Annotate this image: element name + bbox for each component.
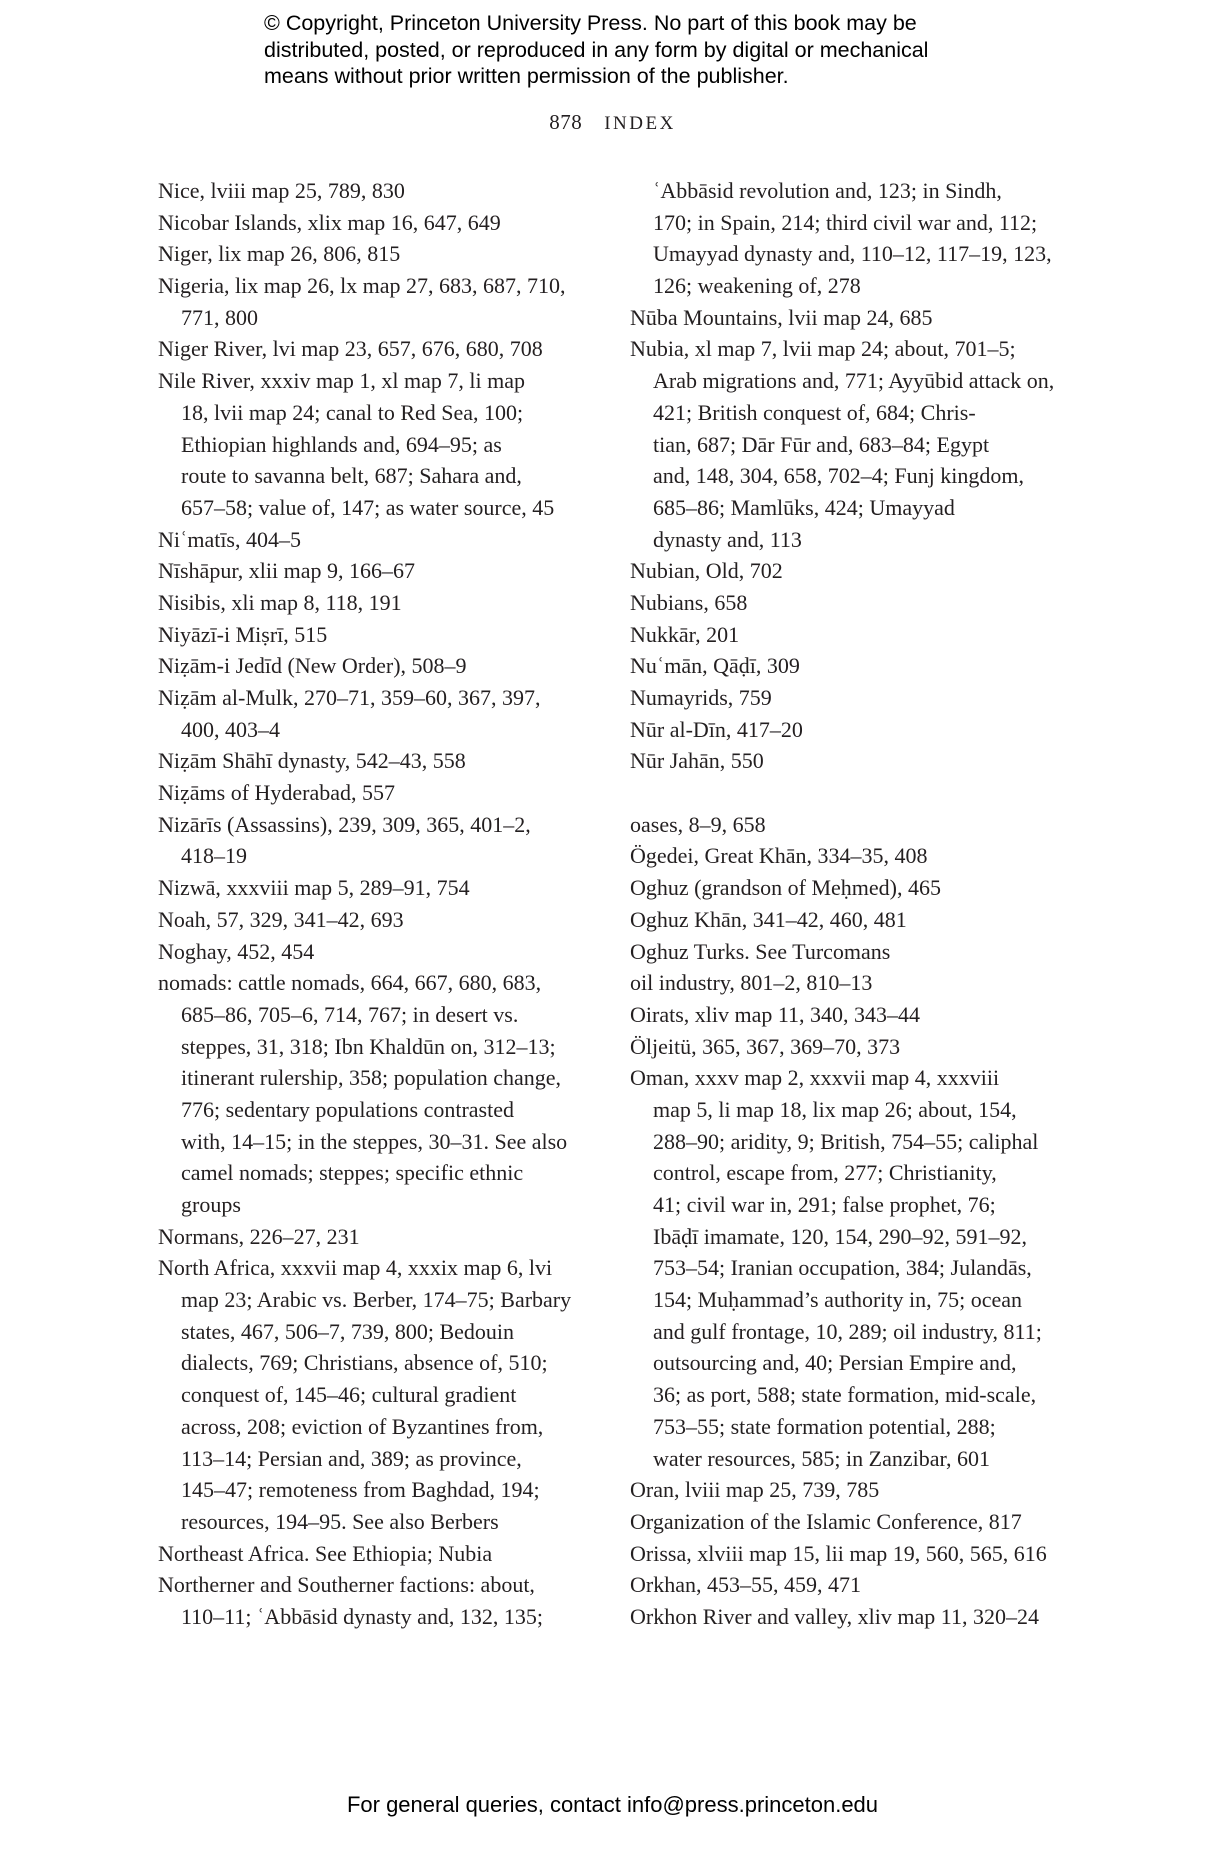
index-entry-continuation: 421; British conquest of, 684; Chris- (653, 399, 976, 425)
index-entry-continuation: 18, lvii map 24; canal to Red Sea, 100; (181, 399, 524, 425)
index-entry-continuation: 776; sedentary populations contrasted (181, 1096, 514, 1122)
index-entry-continuation: map 5, li map 18, lix map 26; about, 154, (653, 1096, 1017, 1122)
index-entry: Orissa, xlviii map 15, lii map 19, 560, 565, 616 (630, 1540, 1047, 1566)
index-entry: Öljeitü, 365, 367, 369–70, 373 (630, 1033, 901, 1059)
index-entry-continuation: 145–47; remoteness from Baghdad, 194; (181, 1477, 540, 1503)
index-entry: Niẓāms of Hyderabad, 557 (158, 780, 396, 806)
index-entry: Nubians, 658 (630, 589, 748, 615)
index-entry-continuation: camel nomads; steppes; specific ethnic (181, 1160, 524, 1186)
running-head (0, 110, 1225, 135)
index-entry: Oghuz (grandson of Meḥmed), 465 (630, 875, 941, 901)
index-entry: Nizwā, xxxviii map 5, 289–91, 754 (158, 875, 470, 901)
index-entry: Orkhan, 453–55, 459, 471 (630, 1572, 861, 1598)
index-entry-continuation: 126; weakening of, 278 (653, 273, 861, 299)
index-entry-continuation: 753–55; state formation potential, 288; (653, 1413, 996, 1439)
contact-footer: For general queries, contact info@press.princeton.edu (346, 1792, 879, 1817)
index-entry-continuation: 113–14; Persian and, 389; as province, (181, 1445, 522, 1471)
index-entry: Organization of the Islamic Conference, 817 (630, 1508, 1022, 1534)
index-entry: Nizārīs (Assassins), 239, 309, 365, 401–2, (158, 811, 531, 837)
index-entry-continuation: 288–90; aridity, 9; British, 754–55; caliphal (653, 1128, 1039, 1154)
index-entry-continuation: Ethiopian highlands and, 694–95; as (181, 431, 502, 457)
index-entry: Oirats, xliv map 11, 340, 343–44 (630, 1001, 921, 1027)
index-entry: oil industry, 801–2, 810–13 (630, 970, 873, 996)
index-entry-continuation: 753–54; Iranian occupation, 384; Julandās, (653, 1255, 1032, 1281)
index-entry-continuation: ʿAbbāsid revolution and, 123; in Sindh, (653, 178, 1002, 203)
index-entry: Oghuz Khān, 341–42, 460, 481 (630, 906, 907, 932)
index-entry: Nīshāpur, xlii map 9, 166–67 (158, 558, 415, 584)
index-entry: Nice, lviii map 25, 789, 830 (158, 178, 405, 203)
page-number: 878 (549, 110, 583, 134)
index-entry: Oman, xxxv map 2, xxxvii map 4, xxxviii (630, 1065, 1000, 1091)
index-entry: Niẓām-i Jedīd (New Order), 508–9 (158, 653, 467, 679)
index-entry: Nūr al-Dīn, 417–20 (630, 716, 803, 742)
index-entry-continuation: dialects, 769; Christians, absence of, 510; (181, 1350, 548, 1376)
index-entry-continuation: water resources, 585; in Zanzibar, 601 (653, 1445, 990, 1471)
index-entry-continuation: Arab migrations and, 771; Ayyūbid attack on, (653, 368, 1055, 394)
index-entry: Northerner and Southerner factions: about, (158, 1572, 535, 1598)
index-entry: Nūr Jahān, 550 (630, 748, 764, 774)
section-gap (630, 777, 1070, 809)
index-entry: Oran, lviii map 25, 739, 785 (630, 1477, 880, 1503)
index-entry: Orkhon River and valley, xliv map 11, 320–24 (630, 1603, 1039, 1629)
index-entry: Niger River, lvi map 23, 657, 676, 680, 708 (158, 336, 543, 362)
index-entry-continuation: and gulf frontage, 10, 289; oil industry, 811; (653, 1318, 1042, 1344)
index-entry-continuation: and, 148, 304, 658, 702–4; Funj kingdom, (653, 463, 1024, 489)
index-entry-continuation: tian, 687; Dār Fūr and, 683–84; Egypt (653, 431, 990, 457)
index-entry: Noghay, 452, 454 (158, 938, 315, 964)
index-entry-continuation: groups (181, 1192, 241, 1217)
index-entry-continuation: map 23; Arabic vs. Berber, 174–75; Barbary (181, 1287, 572, 1313)
index-entry: Nubian, Old, 702 (630, 558, 783, 584)
index-entry: Noah, 57, 329, 341–42, 693 (158, 906, 404, 932)
index-entry: Nicobar Islands, xlix map 16, 647, 649 (158, 209, 501, 235)
index-column-right (630, 175, 1070, 1633)
index-entry-continuation: control, escape from, 277; Christianity, (653, 1160, 997, 1186)
index-entry-continuation: dynasty and, 113 (653, 526, 802, 552)
index-entry-continuation: Umayyad dynasty and, 110–12, 117–19, 123, (653, 241, 1052, 267)
index-entry: Nile River, xxxiv map 1, xl map 7, li map (158, 368, 525, 394)
index-entry: North Africa, xxxvii map 4, xxxix map 6, lvi (158, 1255, 553, 1281)
index-entry: Oghuz Turks. See Turcomans (630, 938, 891, 964)
index-entry: nomads: cattle nomads, 664, 667, 680, 683, (158, 970, 542, 996)
index-entry-continuation: 685–86; Mamlūks, 424; Umayyad (653, 494, 955, 520)
index-entry-continuation: 400, 403–4 (181, 716, 280, 742)
index-entry-continuation: 657–58; value of, 147; as water source, 45 (181, 494, 555, 520)
page-title: INDEX (604, 113, 676, 134)
index-entry-continuation: with, 14–15; in the steppes, 30–31. See also (181, 1128, 568, 1154)
index-entry-continuation: 685–86, 705–6, 714, 767; in desert vs. (181, 1001, 519, 1027)
index-entry: Nuʿmān, Qāḍī, 309 (630, 653, 800, 679)
index-entry: Nubia, xl map 7, lvii map 24; about, 701–5; (630, 336, 1016, 362)
index-entry: Niger, lix map 26, 806, 815 (158, 241, 401, 267)
index-entry: Nūba Mountains, lvii map 24, 685 (630, 304, 933, 330)
index-entry-continuation: 418–19 (181, 843, 247, 869)
index-entry: Niyāzī-i Miṣrī, 515 (158, 621, 328, 647)
index-entry-continuation: route to savanna belt, 687; Sahara and, (181, 463, 522, 489)
index-entry-continuation: conquest of, 145–46; cultural gradient (181, 1382, 517, 1408)
index-entry-continuation: 36; as port, 588; state formation, mid-scale, (653, 1382, 1037, 1408)
index-entry: Nisibis, xli map 8, 118, 191 (158, 589, 402, 615)
index-entry-continuation: 110–11; ʿAbbāsid dynasty and, 132, 135; (181, 1603, 543, 1629)
index-entry: oases, 8–9, 658 (630, 811, 766, 837)
index-entry: Niʿmatīs, 404–5 (158, 526, 301, 552)
index-entry-continuation: Ibāḍī imamate, 120, 154, 290–92, 591–92, (653, 1223, 1027, 1249)
index-entry-continuation: steppes, 31, 318; Ibn Khaldūn on, 312–13; (181, 1033, 556, 1059)
index-entry-continuation: across, 208; eviction of Byzantines from, (181, 1413, 544, 1439)
index-column-left (158, 175, 598, 1633)
index-entry: Northeast Africa. See Ethiopia; Nubia (158, 1540, 493, 1566)
index-entry-continuation: 771, 800 (181, 304, 258, 330)
copyright-notice: © Copyright, Princeton University Press. No part of this book may be distributed, posted, or reproduced in any form by digital or mechanical means without prior written permission of the publisher. (264, 11, 929, 88)
index-entry: Nigeria, lix map 26, lx map 27, 683, 687, 710, (158, 273, 566, 299)
index-entry-continuation: resources, 194–95. See also Berbers (181, 1508, 499, 1534)
index-entry: Ögedei, Great Khān, 334–35, 408 (630, 843, 928, 869)
index-entry-continuation: 41; civil war in, 291; false prophet, 76; (653, 1192, 996, 1217)
index-entry-continuation: states, 467, 506–7, 739, 800; Bedouin (181, 1318, 515, 1344)
index-entry: Nukkār, 201 (630, 621, 740, 647)
index-entry: Niẓām al-Mulk, 270–71, 359–60, 367, 397, (158, 685, 541, 710)
index-entry-continuation: outsourcing and, 40; Persian Empire and, (653, 1350, 1017, 1376)
index-entry: Normans, 226–27, 231 (158, 1223, 360, 1249)
index-entry-continuation: itinerant rulership, 358; population change, (181, 1065, 562, 1091)
index-entry: Niẓām Shāhī dynasty, 542–43, 558 (158, 748, 466, 774)
index-entry: Numayrids, 759 (630, 685, 772, 710)
index-entry-continuation: 170; in Spain, 214; third civil war and, 112; (653, 209, 1038, 235)
index-entry-continuation: 154; Muḥammad’s authority in, 75; ocean (653, 1287, 1023, 1313)
